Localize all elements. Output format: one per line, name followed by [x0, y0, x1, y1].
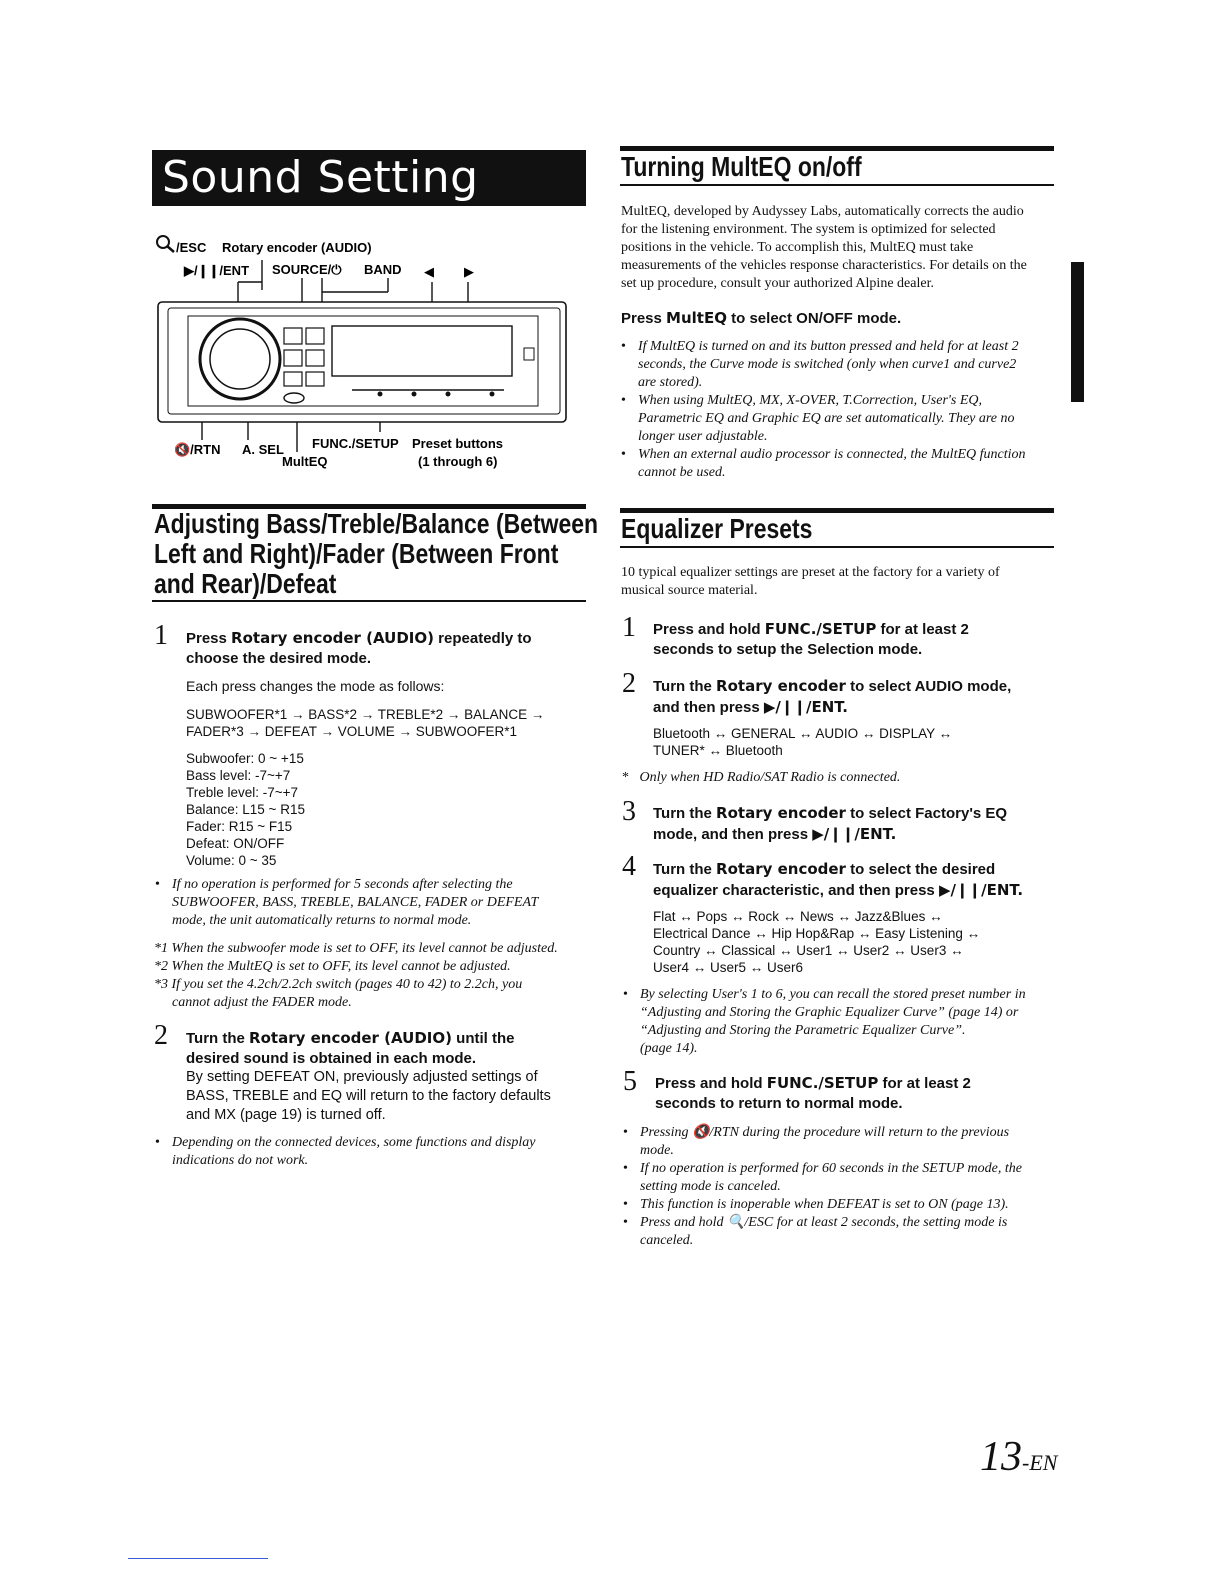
step-text: seconds to setup the Selection mode.	[653, 641, 923, 658]
body-line: By setting DEFEAT ON, previously adjusted settings of	[186, 1069, 538, 1085]
step-number: 4	[622, 851, 636, 882]
step-text: for at least 2	[876, 621, 969, 638]
page-number	[980, 1432, 1057, 1488]
footnote-text: When the subwoofer mode is set to OFF, its level cannot be adjusted.	[171, 941, 558, 956]
range-list	[186, 750, 305, 869]
step-text: mode, and then press	[653, 826, 813, 843]
final-note-defeat	[640, 1196, 1009, 1214]
step-text: Turn the	[653, 805, 717, 822]
final-note-timeout	[640, 1160, 1022, 1196]
step-text: Press and hold	[655, 1075, 767, 1092]
mode-sequence	[186, 706, 544, 740]
multeq-label: MultEQ	[282, 454, 328, 469]
step-1-intro: Each press changes the mode as follows:	[186, 678, 445, 694]
step-text: Turn the	[653, 861, 717, 878]
range-item: Volume: 0 ~ 35	[186, 853, 277, 868]
note-line: • By selecting User's 1 to 6, you can recall the stored preset number in	[640, 987, 1026, 1002]
footnote-text: If you set the 4.2ch/2.2ch switch (pages 40 to 42) to 2.2ch, you	[171, 977, 523, 992]
multeq-press-instruction	[621, 308, 901, 329]
note-line: (page 14).	[640, 1041, 698, 1056]
user-preset-note	[640, 986, 1026, 1058]
eq-intro	[621, 564, 1000, 600]
step-text: to select the desired	[845, 861, 996, 878]
note-line: • If no operation is performed for 5 seconds after selecting the	[172, 877, 513, 892]
range-item: Treble level: -7~+7	[186, 785, 299, 800]
head-unit	[158, 302, 566, 422]
page-title-banner	[152, 150, 586, 206]
note-line: • This function is inoperable when DEFEAT is set to ON (page 13).	[640, 1197, 1009, 1212]
step-text: choose the desired mode.	[186, 650, 372, 667]
bottom-link-line	[128, 1558, 268, 1559]
footnote-3	[154, 976, 558, 994]
step-number: 5	[623, 1066, 637, 1097]
range-item: Balance: L15 ~ R15	[186, 802, 305, 817]
func-setup-key: FUNC./SETUP	[764, 620, 877, 638]
step-text: to select Factory's EQ	[845, 805, 1008, 822]
section-rule-bottom	[620, 546, 1054, 548]
sequence-line: User4 ↔ User5 ↔ User6	[653, 960, 804, 975]
page-title: Sound Setting	[162, 152, 479, 203]
step-text: Press	[621, 310, 667, 327]
sequence-line: Flat ↔ Pops ↔ Rock ↔ News ↔ Jazz&Blues ↔	[653, 909, 943, 924]
footnote-mark: *2	[154, 959, 168, 974]
note-line: • If no operation is performed for 60 seconds in the SETUP mode, the	[640, 1161, 1022, 1176]
step-number: 2	[622, 668, 636, 699]
step-1-title	[186, 628, 532, 669]
step-number: 2	[154, 1020, 168, 1051]
mode-sequence-line: FADER*3 → DEFEAT → VOLUME → SUBWOOFER*1	[186, 724, 518, 739]
rotary-label: Rotary encoder (AUDIO)	[222, 240, 372, 255]
esc-label: /ESC	[176, 240, 207, 255]
multeq-note-auto	[638, 392, 1015, 446]
note-line: cannot be used.	[638, 465, 726, 480]
step-2-body	[186, 1068, 551, 1125]
note-line: • Depending on the connected devices, some functions and display	[172, 1135, 536, 1150]
eq-step-4-title	[653, 859, 1023, 901]
footnote-1	[154, 940, 558, 958]
heading-line: and Rear)/Defeat	[154, 568, 337, 599]
heading-line: Left and Right)/Fader (Between Front	[154, 538, 559, 569]
step-text: Turn the	[653, 678, 717, 695]
section-heading-equalizer: Equalizer Presets	[621, 513, 813, 544]
audio-mode-sequence	[653, 725, 952, 759]
preset-buttons-label: Preset buttons	[412, 436, 504, 451]
step-text: repeatedly to	[434, 630, 532, 647]
step-text: until the	[452, 1030, 515, 1047]
note-line: • Pressing 🔇/RTN during the procedure will return to the previous	[640, 1125, 1010, 1140]
step-text: desired sound is obtained in each mode.	[186, 1050, 477, 1067]
rotary-encoder-knob	[200, 319, 280, 399]
step-text: seconds to return to normal mode.	[655, 1095, 903, 1112]
eq-step-5-title	[655, 1073, 971, 1114]
note-line: mode, the unit automatically returns to normal mode.	[172, 913, 472, 928]
head-unit-diagram	[152, 232, 592, 482]
body-line: 10 typical equalizer settings are preset at the factory for a variety of	[621, 565, 1000, 580]
footnote-text: When the MultEQ is set to OFF, its level cannot be adjusted.	[171, 959, 511, 974]
body-line: and MX (page 19) is turned off.	[186, 1107, 386, 1123]
body-line: for the listening environment. The system is optimized for selected	[621, 222, 996, 237]
note-line: mode.	[640, 1143, 674, 1158]
multeq-intro	[621, 203, 1027, 293]
note-line: “Adjusting and Storing the Parametric Equalizer Curve”.	[640, 1023, 966, 1038]
mode-sequence-line: SUBWOOFER*1 → BASS*2 → TREBLE*2 → BALANCE →	[186, 707, 545, 722]
step-text: and then press	[653, 699, 764, 716]
note-line: • If MultEQ is turned on and its button pressed and held for at least 2	[638, 339, 1019, 354]
range-item: Subwoofer: 0 ~ +15	[186, 751, 304, 766]
rotary-encoder-key: Rotary encoder	[716, 677, 846, 695]
step-text: to select ON/OFF mode.	[726, 310, 902, 327]
ent-label: ▶/❙❙/ENT	[184, 263, 250, 278]
footnote-mark: *1	[154, 941, 168, 956]
range-item: Defeat: ON/OFF	[186, 836, 285, 851]
multeq-key: MultEQ	[666, 309, 727, 327]
eq-preset-sequence	[653, 908, 980, 976]
note-line: seconds, the Curve mode is switched (only when curve1 and curve2	[638, 357, 1017, 372]
step-2-title	[186, 1028, 515, 1069]
final-note-rtn	[640, 1124, 1009, 1160]
sequence-line: Bluetooth ↔ GENERAL ↔ AUDIO ↔ DISPLAY ↔	[653, 726, 953, 741]
note-line: canceled.	[640, 1233, 694, 1248]
search-icon	[157, 236, 174, 252]
step-text: Turn the	[186, 1030, 250, 1047]
footnote-text: Only when HD Radio/SAT Radio is connected.	[639, 770, 901, 785]
rotary-encoder-key: Rotary encoder	[716, 860, 846, 878]
ent-key: ▶/❙❙/ENT.	[812, 825, 897, 843]
body-line: set up procedure, consult your authorized Alpine dealer.	[621, 276, 934, 291]
footnote-2	[154, 958, 558, 976]
body-line: BASS, TREBLE and EQ will return to the factory defaults	[186, 1088, 551, 1104]
step-text: equalizer characteristic, and then press	[653, 882, 939, 899]
footnote-text: cannot adjust the FADER mode.	[172, 995, 352, 1010]
sequence-line: TUNER* ↔ Bluetooth	[653, 743, 783, 758]
band-label: BAND	[364, 262, 402, 277]
side-tab-marker	[1071, 262, 1084, 402]
note-devices	[172, 1134, 536, 1170]
func-setup-label: FUNC./SETUP	[312, 436, 399, 451]
note-timeout	[172, 876, 538, 930]
rtn-label: 🔇/RTN	[174, 442, 221, 457]
note-line: indications do not work.	[172, 1153, 309, 1168]
final-note-esc	[640, 1214, 1007, 1250]
tuner-footnote	[622, 769, 900, 787]
footnote-mark: *	[622, 770, 629, 785]
ent-key: ▶/❙❙/ENT.	[938, 881, 1024, 899]
note-line: “Adjusting and Storing the Graphic Equalizer Curve” (page 14) or	[640, 1005, 1019, 1020]
page-number-value: 13	[980, 1434, 1022, 1480]
step-text: to select AUDIO mode,	[845, 678, 1012, 695]
footnotes	[154, 940, 558, 1012]
range-item: Fader: R15 ~ F15	[186, 819, 293, 834]
note-line: setting mode is canceled.	[640, 1179, 781, 1194]
note-line: longer user adjustable.	[638, 429, 768, 444]
rotary-encoder-key: Rotary encoder (AUDIO)	[231, 629, 434, 647]
func-setup-key: FUNC./SETUP	[766, 1074, 879, 1092]
multeq-note-curve	[638, 338, 1019, 392]
step-text: for at least 2	[878, 1075, 971, 1092]
source-label: SOURCE/⏻	[272, 262, 342, 277]
preset-range-label: (1 through 6)	[418, 454, 498, 469]
note-line: • Press and hold 🔍/ESC for at least 2 seconds, the setting mode is	[640, 1215, 1008, 1230]
step-number: 1	[154, 620, 168, 651]
multeq-note-processor	[638, 446, 1026, 482]
note-line: • When an external audio processor is connected, the MultEQ function	[638, 447, 1026, 462]
section-rule-bottom	[152, 600, 586, 602]
body-line: measurements of the vehicles response characteristics. For details on the	[621, 258, 1027, 273]
footnote-mark: *3	[154, 977, 168, 992]
note-line: SUBWOOFER, BASS, TREBLE, BALANCE, FADER or DEFEAT	[172, 895, 539, 910]
section-heading-bass-treble	[154, 509, 598, 599]
sequence-line: Electrical Dance ↔ Hip Hop&Rap ↔ Easy Listening ↔	[653, 926, 981, 941]
heading-line: Adjusting Bass/Treble/Balance (Between	[154, 508, 599, 539]
note-line: are stored).	[638, 375, 703, 390]
eq-step-3-title	[653, 803, 1007, 845]
step-number: 1	[622, 612, 636, 643]
section-rule-bottom	[620, 184, 1054, 186]
right-arrow-icon: ▶	[464, 265, 474, 280]
rotary-encoder-key: Rotary encoder	[716, 804, 846, 822]
asel-label: A. SEL	[242, 442, 284, 457]
body-line: musical source material.	[621, 583, 758, 598]
section-heading-multeq: Turning MultEQ on/off	[621, 151, 862, 182]
step-text: Press	[186, 630, 232, 647]
step-number: 3	[622, 796, 636, 827]
sequence-line: Country ↔ Classical ↔ User1 ↔ User2 ↔ User3 ↔	[653, 943, 964, 958]
eq-step-1-title	[653, 619, 969, 660]
range-item: Bass level: -7~+7	[186, 768, 291, 783]
page-language-suffix: -EN	[1022, 1450, 1058, 1475]
note-line: Parametric EQ and Graphic EQ are set automatically. They are no	[638, 411, 1015, 426]
rotary-encoder-key: Rotary encoder (AUDIO)	[249, 1029, 452, 1047]
step-text: Press and hold	[653, 621, 765, 638]
body-line: positions in the vehicle. To accomplish this, MultEQ must take	[621, 240, 974, 255]
ent-key: ▶/❙❙/ENT.	[763, 698, 848, 716]
body-line: MultEQ, developed by Audyssey Labs, automatically corrects the audio	[621, 204, 1024, 219]
note-line: • When using MultEQ, MX, X-OVER, T.Correction, User's EQ,	[638, 393, 983, 408]
eq-step-2-title	[653, 676, 1011, 718]
left-arrow-icon: ◀	[424, 265, 434, 280]
